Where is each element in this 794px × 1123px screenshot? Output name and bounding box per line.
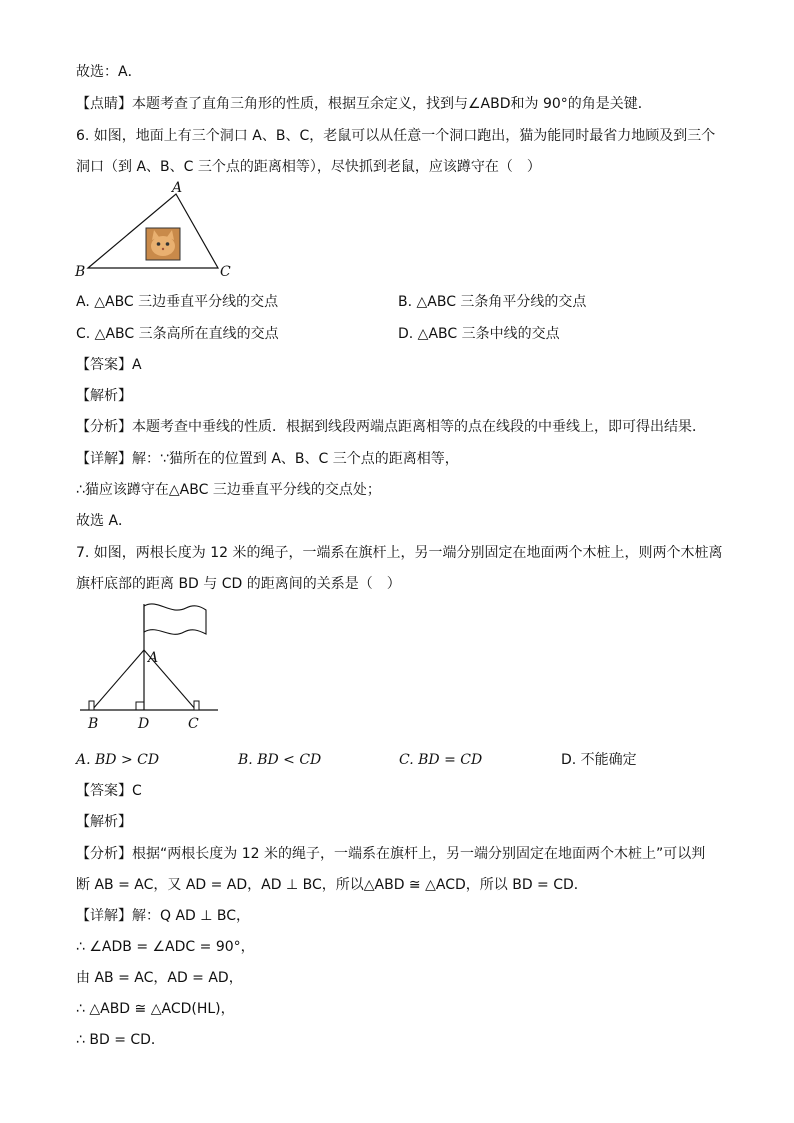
q7-option-b: B. BD < CD (238, 752, 322, 768)
figure-q7-flagpole (76, 600, 226, 738)
step-q7-2: 由 AB = AC，AD = AD， (76, 970, 243, 986)
answer-q7: 【答案】C (76, 783, 142, 799)
text-line: 故选：A． (76, 64, 142, 80)
question-6-line-2: 洞口（到 A、B、C 三个点的距离相等），尽快抓到老鼠，应该蹲守在（ ） (76, 159, 541, 175)
label-a: A (148, 650, 159, 666)
step-q7-3: ∴ △ABD ≅ △ACD(HL)， (76, 1001, 235, 1017)
q6-option-b: B. △ABC 三条角平分线的交点 (398, 294, 587, 310)
q6-option-c: C. △ABC 三条高所在直线的交点 (76, 326, 279, 342)
label-a: A (172, 180, 183, 196)
answer-q6: 【答案】A (76, 357, 142, 373)
analysis-q6: 【分析】本题考查中垂线的性质．根据到线段两端点距离相等的点在线段的中垂线上，即可得出结果． (76, 419, 706, 435)
detail-q6: 【详解】解：∵猫所在的位置到 A、B、C 三个点的距离相等， (76, 451, 459, 467)
question-7-line-2: 旗杆底部的距离 BD 与 CD 的距离间的关系是（ ） (76, 576, 401, 592)
q6-option-d: D. △ABC 三条中线的交点 (398, 326, 560, 342)
step-q7-4: ∴ BD = CD． (76, 1032, 165, 1048)
text-line: 【点睛】本题考查了直角三角形的性质，根据互余定义，找到与∠ABD和为 90°的角是关键． (76, 96, 652, 112)
label-d: D (138, 716, 150, 732)
analysis-q7-line-2: 断 AB = AC，又 AD = AD，AD ⊥ BC，所以△ABD ≅ △ACD，所以 BD = CD． (76, 877, 588, 893)
analysis-heading-q6: 【解析】 (76, 388, 132, 404)
conclusion-q6: ∴猫应该蹲守在△ABC 三边垂直平分线的交点处； (76, 482, 381, 498)
stake-c (194, 701, 199, 710)
step-q7-1: ∴ ∠ADB = ∠ADC = 90°， (76, 939, 255, 955)
q7-option-a: A. BD > CD (76, 752, 160, 768)
q7-option-d: D. 不能确定 (561, 752, 637, 768)
label-c: C (188, 716, 199, 732)
q6-option-a: A. △ABC 三边垂直平分线的交点 (76, 294, 279, 310)
question-7-line-1: 7. 如图，两根长度为 12 米的绳子，一端系在旗杆上，另一端分别固定在地面两个木桩上，则两个木桩离 (76, 545, 723, 561)
cat-image (146, 228, 180, 260)
choose-q6: 故选 A． (76, 513, 133, 529)
label-b: B (88, 716, 99, 732)
stake-b (89, 701, 94, 710)
question-6-line-1: 6. 如图，地面上有三个洞口 A、B、C，老鼠可以从任意一个洞口跑出，猫为能同时最省力地顾及到三个 (76, 128, 716, 144)
figure-q6-triangle (70, 180, 240, 280)
analysis-q7-line-1: 【分析】根据“两根长度为 12 米的绳子，一端系在旗杆上，另一端分别固定在地面两个木桩上”可以判 (76, 846, 706, 862)
label-b: B (75, 264, 86, 280)
flag (144, 604, 206, 634)
rope-ab (92, 650, 144, 710)
detail-q7: 【详解】解：Q AD ⊥ BC， (76, 908, 251, 924)
right-angle-mark (136, 702, 144, 710)
analysis-heading-q7: 【解析】 (76, 814, 132, 830)
label-c: C (220, 264, 231, 280)
q7-option-c: C. BD = CD (399, 752, 483, 768)
